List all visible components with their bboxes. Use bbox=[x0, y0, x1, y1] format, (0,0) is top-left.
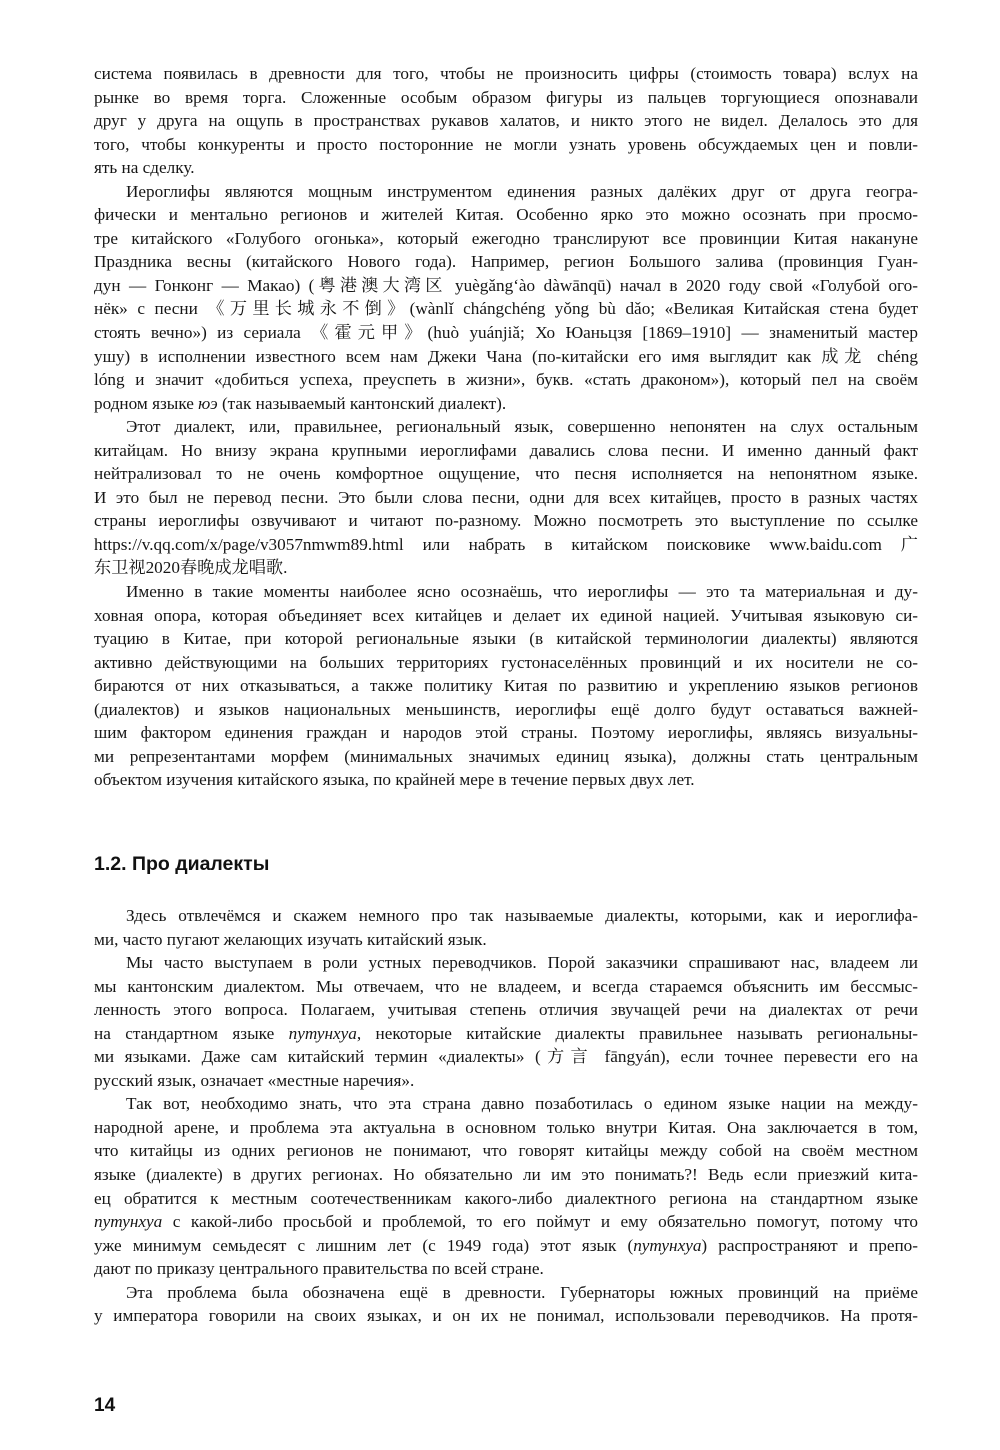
text-line: уже минимум семьдесят с лишним лет (с 1949 года) этот язык (путунхуа) распространяют и препо- bbox=[94, 1235, 918, 1255]
text-line: мы кантонским диалектом. Мы отвечаем, что не владеем, и всегда стараемся объяснить им бессмыс- bbox=[94, 976, 918, 996]
text-block-upper bbox=[94, 62, 918, 792]
text-line: Именно в такие моменты наиболее ясно осознаёшь, что иероглифы — это та материальная и ду- bbox=[126, 582, 918, 602]
text-line: стоять вечно») из сериала 《霍元甲》(huò yuánjiǎ; Хо Юаньцзя [1869–1910] — знаменитый мастер bbox=[94, 323, 918, 343]
text-line: фически и ментально регионов и жителей Китая. Особенно ярко это можно осознать при просмо- bbox=[94, 205, 918, 225]
text-line: ушу) в исполнении известного всем нам Джеки Чана (по-китайски его имя выглядит как 成龙 chéng bbox=[94, 346, 918, 366]
text-line: нёк» с песни 《万里长城永不倒》(wànlǐ chángchéng yǒng bù dǎo; «Великая Китайская стена будет bbox=[94, 299, 918, 319]
text-line: Праздника весны (китайского Нового года). Например, регион Большого залива (провинция Гуан- bbox=[94, 252, 918, 272]
text-line: ми, часто пугают желающих изучать китайский язык. bbox=[94, 929, 487, 949]
text-line: Так вот, необходимо знать, что эта страна давно позаботилась о едином языке нации на между- bbox=[126, 1094, 918, 1114]
text-line: 东卫视2020春晚成龙唱歌. bbox=[94, 558, 288, 578]
text-line: система появилась в древности для того, чтобы не произносить цифры (стоимость товара) вслух на bbox=[94, 64, 918, 83]
text-line: родном языке юэ (так называемый кантонский диалект). bbox=[94, 393, 507, 413]
text-line: друг у друга на ощупь в пространствах рукавов халатов, и никто этого не видел. Делалось это для bbox=[94, 111, 918, 131]
text-line: рынке во время торга. Сложенные особым образом фигуры из пальцев торгующиеся опознавали bbox=[94, 87, 918, 107]
text-line: ховная опора, которая объединяет всех китайцев и делает их единой нацией. Учитывая языковую си- bbox=[94, 605, 918, 625]
text-line: Иероглифы являются мощным инструментом единения разных далёких друг от друга геогра- bbox=[126, 181, 918, 201]
text-line: объектом изучения китайского языка, по крайней мере в течение первых двух лет. bbox=[94, 770, 695, 790]
text-line: шим фактором единения граждан и народов этой страны. Поэтому иероглифы, являясь визуальны- bbox=[94, 723, 918, 743]
text-line: у императора говорили на своих языках, и он их не понимал, использовали переводчиков. На протя- bbox=[94, 1306, 918, 1326]
text-block-lower bbox=[94, 904, 918, 1328]
text-line: (диалектов) и языков национальных меньшинств, иероглифы ещё долго будут оставаться важней- bbox=[94, 699, 918, 719]
text-line: языке (диалекте) в других регионах. Но обязательно ли им это понимать?! Ведь если приезжий кита- bbox=[94, 1165, 918, 1185]
section-heading: 1.2. Про диалекты bbox=[94, 853, 270, 875]
text-line: Мы часто выступаем в роли устных переводчиков. Порой заказчики спрашивают нас, владеем ли bbox=[126, 953, 918, 973]
text-line: Эта проблема была обозначена ещё в древности. Губернаторы южных провинций на приёме bbox=[126, 1282, 918, 1302]
text-line: путунхуа с какой-либо просьбой и проблемой, то его поймут и ему обязательно помогут, потому что bbox=[94, 1212, 918, 1232]
text-line: активно действующими на больших территориях густонаселённых провинций и их носители не со- bbox=[94, 652, 918, 672]
text-line: Этот диалект, или, правильнее, региональный язык, совершенно непонятен на слух остальным bbox=[126, 417, 918, 437]
text-line: на стандартном языке путунхуа, некоторые китайские диалекты правильнее называть региональны- bbox=[94, 1023, 918, 1043]
text-line: русский язык, означает «местные наречия». bbox=[94, 1070, 415, 1090]
text-line: нейтрализовал то не очень комфортное ощущение, что песня исполняется на непонятном языке. bbox=[94, 464, 918, 484]
text-line: страны иероглифы озвучивают и читают по-разному. Можно посмотреть это выступление по ссылке bbox=[94, 511, 918, 531]
text-line: ец обратится к местным соотечественникам какого-либо диалектного региона на стандартном языке bbox=[94, 1188, 918, 1208]
text-line: дун — Гонконг — Макао) (粤港澳大湾区 yuègǎng‘ào dàwānqū) начал в 2020 году свой «Голубой ого- bbox=[94, 275, 918, 295]
text-line: бираются от них отказываться, а также политику Китая по развитию и укреплению языков регионов bbox=[94, 676, 918, 696]
text-line: https://v.qq.com/x/page/v3057nmwm89.html или набрать в китайском поисковике www.baidu.com 广 bbox=[94, 534, 918, 554]
text-line: ять на сделку. bbox=[94, 158, 195, 178]
text-line: китайцам. Но внизу экрана крупными иероглифами давались слова песни. И именно данный факт bbox=[94, 440, 918, 460]
text-line: тре китайского «Голубого огонька», который ежегодно транслируют все провинции Китая накануне bbox=[94, 228, 918, 248]
text-line: дают по приказу центрального правительства по всей стране. bbox=[94, 1259, 544, 1279]
page-number: 14 bbox=[94, 1395, 116, 1416]
text-line: ми языками. Даже сам китайский термин «диалекты» (方言 fāngyán), если точнее перевести его на bbox=[94, 1047, 918, 1067]
text-line: Здесь отвлечёмся и скажем немного про так называемые диалекты, которыми, как и иероглифа- bbox=[126, 906, 918, 925]
text-line: lóng и значит «добиться успеха, преуспеть в жизни», букв. «стать драконом»), который пел на своём bbox=[94, 370, 918, 390]
text-line: ми репрезентантами морфем (минимальных значимых единиц языка), должны стать центральным bbox=[94, 746, 918, 766]
text-line: И это был не перевод песни. Это были слова песни, одни для всех китайцев, просто в разных частях bbox=[94, 487, 918, 507]
text-line: что китайцы из одних регионов не понимают, что говорят китайцы между собой на своём местном bbox=[94, 1141, 918, 1161]
text-line: того, чтобы конкуренты и просто посторонние не могли узнать уровень обсуждаемых цен и повли- bbox=[94, 134, 918, 154]
text-line: народной арене, и проблема эта актуальна в основном только внутри Китая. Она заключается в том, bbox=[94, 1117, 918, 1137]
text-line: ленность этого вопроса. Полагаем, учитывая степень отличия звучащей речи на диалектах от речи bbox=[94, 1000, 918, 1020]
text-line: туацию в Китае, при которой региональные языки (в китайской терминологии диалекты) являются bbox=[94, 629, 918, 649]
